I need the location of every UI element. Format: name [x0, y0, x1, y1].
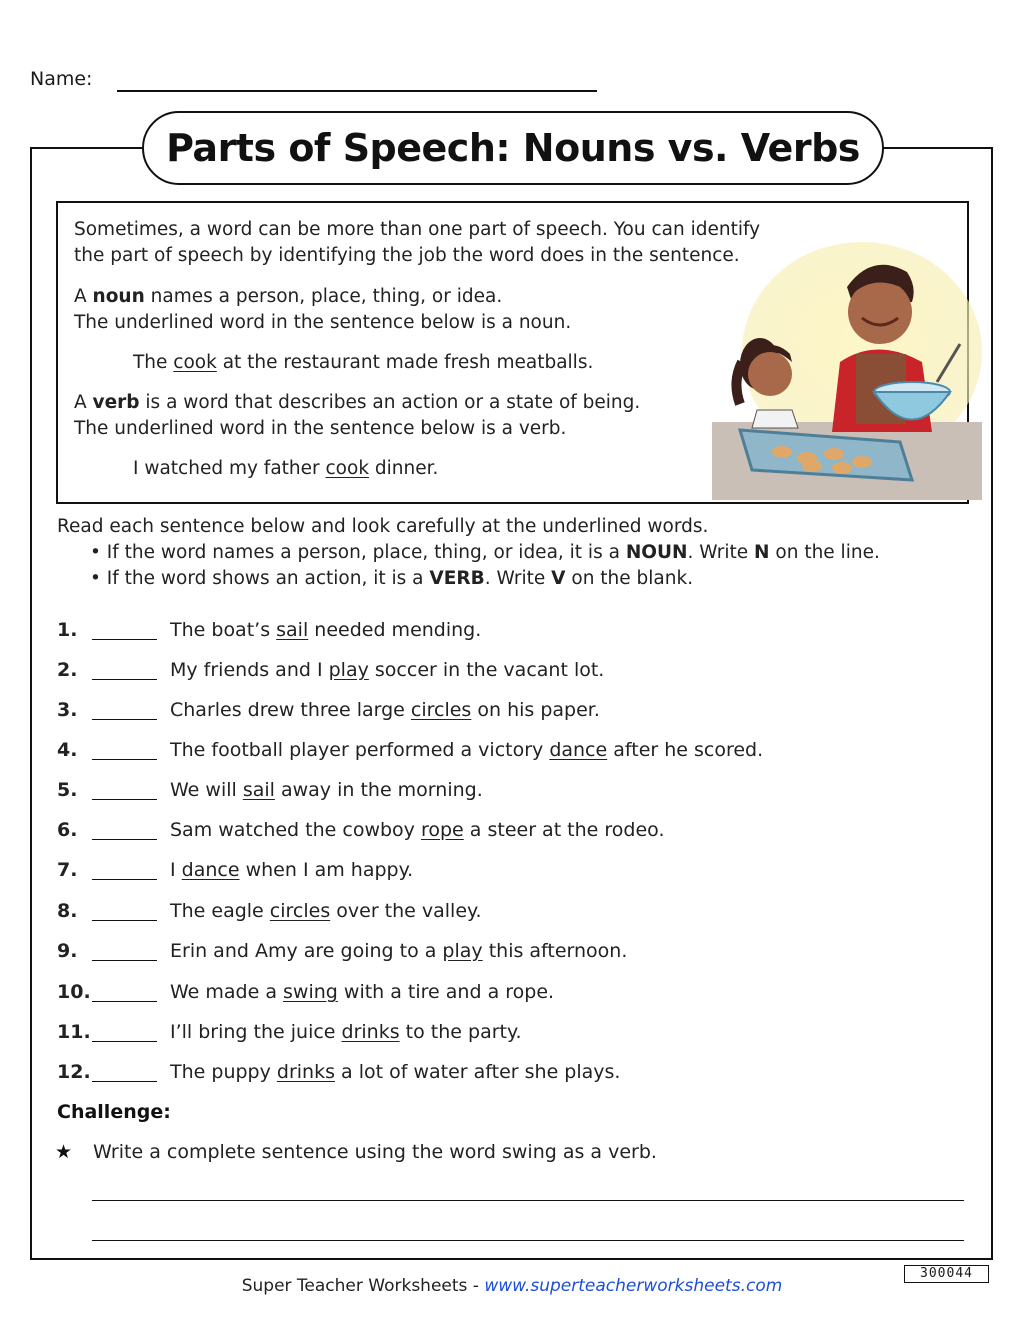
noun-term: noun [92, 286, 145, 307]
target-word: rope [420, 819, 464, 841]
verb-note: The underlined word in the sentence below is a verb. [74, 418, 567, 439]
verb-term: verb [92, 392, 140, 413]
intro-line-1: Sometimes, a word can be more than one part of speech. You can identify [74, 219, 761, 240]
answer-blank[interactable] [92, 719, 157, 720]
footer-brand: Super Teacher Worksheets - [241, 1276, 485, 1296]
kids-cooking-illustration [712, 232, 982, 500]
answer-blank[interactable] [92, 960, 157, 961]
target-word: circles [269, 900, 331, 922]
challenge-answer-line-2[interactable] [92, 1240, 964, 1241]
instruction-bullet-verb: • If the word shows an action, it is a VERB. Write V on the blank. [90, 568, 694, 589]
answer-blank[interactable] [92, 759, 157, 760]
instruction-bullet-noun: • If the word names a person, place, thing, or idea, it is a NOUN. Write N on the line. [90, 542, 880, 563]
target-word: drinks [276, 1061, 335, 1083]
noun-example-word: cook [173, 352, 217, 373]
answer-blank[interactable] [92, 839, 157, 840]
noun-example: The cook at the restaurant made fresh meatballs. [133, 352, 594, 373]
target-word: swing [283, 981, 338, 1003]
answer-blank[interactable] [92, 1081, 157, 1082]
target-word: sail [242, 779, 275, 801]
name-write-line[interactable] [117, 90, 597, 92]
page-title: Parts of Speech: Nouns vs. Verbs [166, 126, 860, 170]
target-word: play [328, 659, 369, 681]
answer-blank[interactable] [92, 920, 157, 921]
worksheet-code: 300044 [904, 1265, 989, 1283]
target-word: circles [410, 699, 472, 721]
frame-top-right [883, 147, 993, 149]
target-word: drinks [341, 1021, 400, 1043]
answer-blank[interactable] [92, 639, 157, 640]
frame-top-left [30, 147, 143, 149]
target-word: sail [276, 619, 309, 641]
challenge-answer-line-1[interactable] [92, 1200, 964, 1201]
target-word: dance [181, 859, 240, 881]
answer-blank[interactable] [92, 879, 157, 880]
answer-blank[interactable] [92, 1041, 157, 1042]
target-word: play [442, 940, 483, 962]
answer-blank[interactable] [92, 1001, 157, 1002]
noun-definition: A noun names a person, place, thing, or idea. [74, 286, 503, 307]
intro-line-2: the part of speech by identifying the job the word does in the sentence. [74, 245, 740, 266]
challenge-prompt: Write a complete sentence using the word swing as a verb. [93, 1141, 657, 1163]
verb-example-word: cook [325, 458, 370, 479]
name-label: Name: [30, 68, 93, 90]
footer [0, 1276, 1024, 1296]
verb-example: I watched my father cook dinner. [133, 458, 439, 479]
answer-blank[interactable] [92, 799, 157, 800]
verb-definition: A verb is a word that describes an action or a state of being. [74, 392, 641, 413]
star-icon: ★ [55, 1141, 73, 1163]
answer-blank[interactable] [92, 679, 157, 680]
challenge-heading: Challenge: [57, 1101, 171, 1123]
instructions-line: Read each sentence below and look carefully at the underlined words. [57, 516, 709, 537]
title-banner [142, 111, 884, 185]
noun-note: The underlined word in the sentence below is a noun. [74, 312, 572, 333]
footer-link[interactable]: www.superteacherworksheets.com [484, 1276, 783, 1296]
target-word: dance [549, 739, 608, 761]
